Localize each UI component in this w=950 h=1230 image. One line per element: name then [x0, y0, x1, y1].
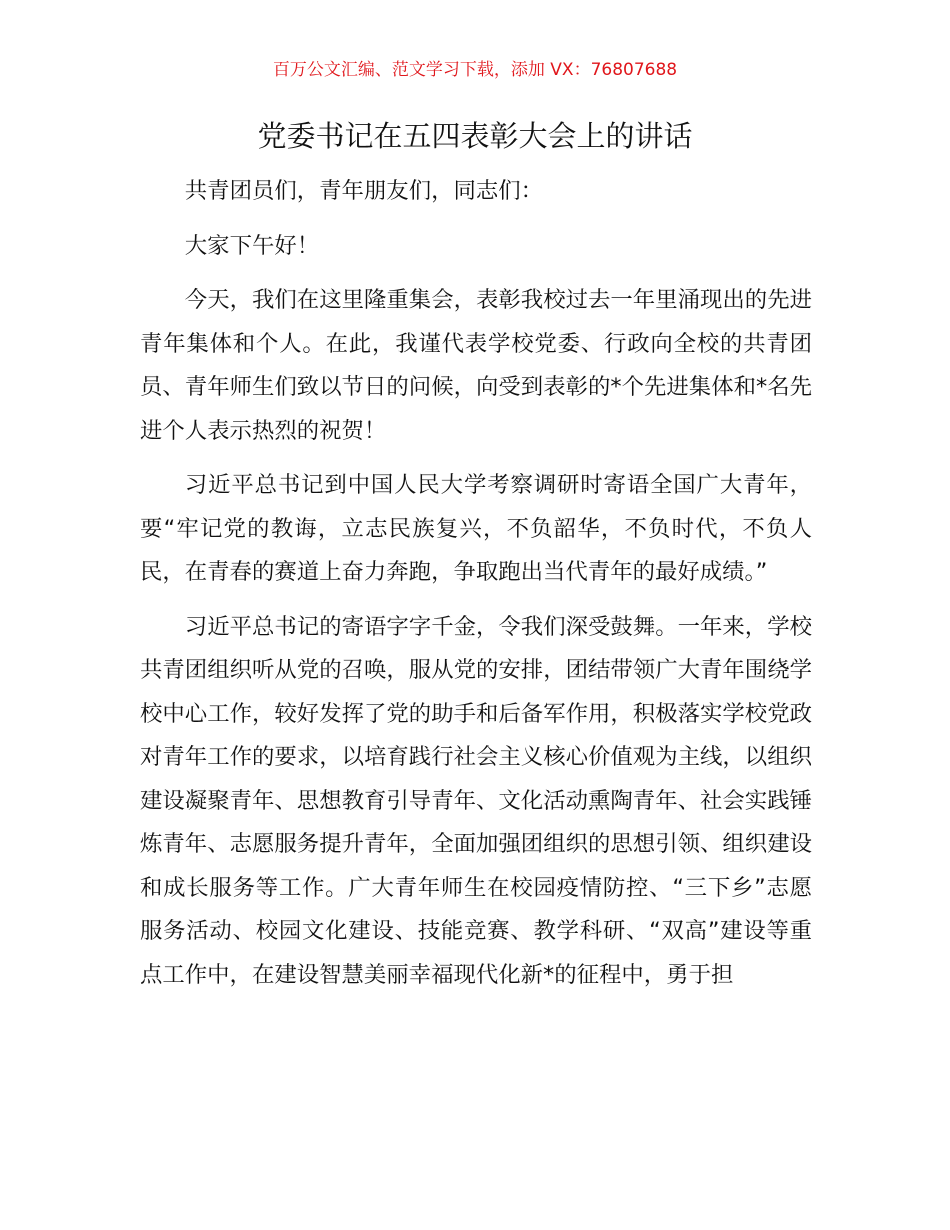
body-paragraph: 习近平总书记到中国人民大学考察调研时寄语全国广大青年，要“牢记党的教诲，立志民族复兴，不负韶华，不负时代，不负人民，在青春的赛道上奋力奔跑，争取跑出当代青年的最好成绩。”: [140, 472, 812, 585]
document-title: 党委书记在五四表彰大会上的讲话: [257, 119, 693, 153]
header-banner: 百万公文汇编、范文学习下载，添加 VX：76807688: [272, 60, 678, 80]
document-body: [140, 170, 812, 997]
body-paragraph: 习近平总书记的寄语字字千金，令我们深受鼓舞。一年来，学校共青团组织听从党的召唤，服从党的安排，团结带领广大青年围绕学校中心工作，较好发挥了党的助手和后备军作用，积极落实学校党政对青年工作的要求，以培育践行社会主义核心价值观为主线，以组织建设凝聚青年、思想教育引导青年、文化活动熏陶青年、社会实践锤炼青年、志愿服务提升青年，全面加强团组织的思想引领、组织建设和成长服务等工作。广大青年师生在校园疫情防控、“三下乡”志愿服务活动、校园文化建设、技能竞赛、教学科研、“双高”建设等重点工作中，在建设智慧美丽幸福现代化新*的征程中，勇于担: [140, 613, 812, 988]
greeting-paragraph: 大家下午好！: [184, 232, 320, 259]
body-paragraph: 今天，我们在这里隆重集会，表彰我校过去一年里涌现出的先进青年集体和个人。在此，我谨代表学校党委、行政向全校的共青团员、青年师生们致以节日的问候，向受到表彰的*个先进集体和*名先进个人表示热烈的祝贺！: [140, 287, 812, 444]
salutation-paragraph: 共青团员们，青年朋友们，同志们：: [184, 178, 544, 204]
